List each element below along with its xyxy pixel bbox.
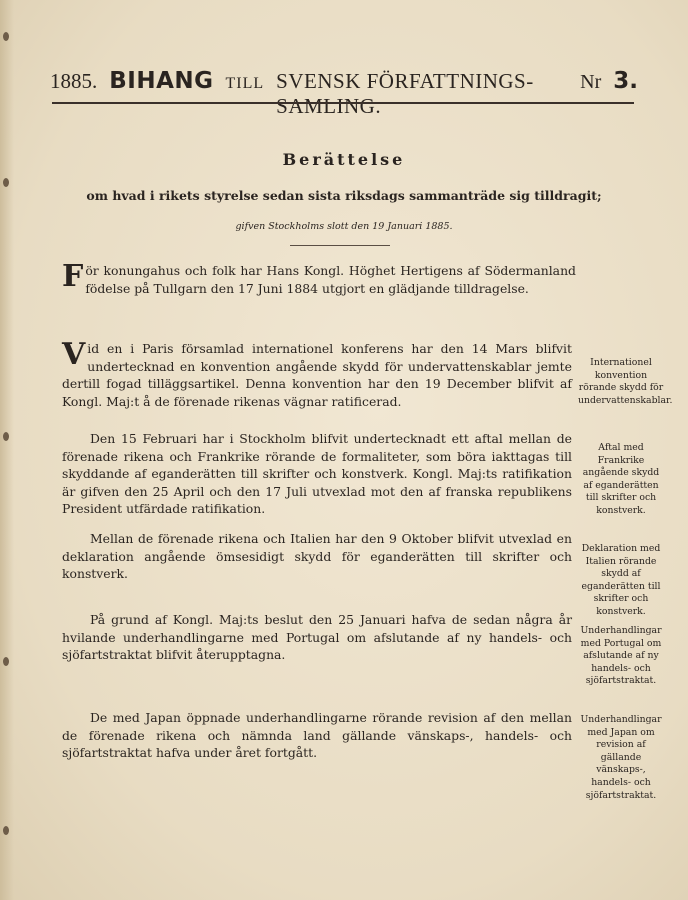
paragraph-text: ör konungahus och folk har Hans Kongl. Höghet Hertigens af Södermanland födelse på Tullgarn den 17 Juni 1884 utgjort en glädjande tilldragelse. bbox=[85, 263, 576, 296]
header-nr: Nr bbox=[580, 71, 602, 93]
header-number: 3. bbox=[613, 68, 638, 94]
margin-note: Deklaration med Italien rörande skydd af eganderätten till skrifter och konstverk. bbox=[581, 543, 661, 617]
binding-hole bbox=[3, 432, 9, 441]
document-subtitle: om hvad i rikets styrelse sedan sista riksdags sammanträde sig tilldragit; bbox=[86, 188, 602, 203]
paragraph-6: De med Japan öppnade underhandlingarne rörande revision af den mellan de förenade rikena och nämnda land gällande vänskaps-, handels- och sjöfartstraktat hafva under året fortgått. bbox=[62, 710, 572, 761]
drop-cap: F bbox=[62, 259, 84, 294]
binding-hole bbox=[3, 826, 9, 835]
paragraph-2 bbox=[62, 337, 572, 410]
binding-hole bbox=[3, 32, 9, 41]
header-till: TILL bbox=[225, 75, 265, 92]
margin-note: Aftal med Frankrike angående skydd af eganderätten till skrifter och konstverk. bbox=[582, 442, 660, 516]
running-header bbox=[50, 68, 638, 119]
header-publication: SVENSK FÖRFATTNINGS-SAMLING. bbox=[276, 69, 534, 118]
document-title: Berättelse bbox=[282, 150, 406, 169]
paragraph-5: På grund af Kongl. Maj:ts beslut den 25 Januari hafva de sedan några år hvilande underhandlingarne med Portugal om afslutande af ny handels- och sjöfartstraktat blifvit återupptagna. bbox=[62, 612, 572, 663]
binding-edge bbox=[0, 0, 14, 900]
divider bbox=[290, 245, 390, 246]
margin-note: Underhandlingar med Japan om revision af gällande vänskaps-, handels- och sjöfartstraktat. bbox=[580, 714, 662, 801]
paragraph-3: Den 15 Februari har i Stockholm blifvit undertecknadt ett aftal mellan de förenade rikena och Frankrike rörande de formaliteter, som böra iakttagas till skyddande af eganderätten till skrifter och konstverk. Kongl. Maj:ts ratifikation är gifven den 25 April och den 17 Juli utvexlad mot den af franska republikens President utfärdade ratifikation. bbox=[62, 431, 572, 517]
dateline: gifven Stockholms slott den 19 Januari 1885. bbox=[235, 221, 453, 232]
paragraph-1 bbox=[62, 259, 576, 297]
drop-cap: V bbox=[62, 337, 86, 372]
margin-note: Internationel konvention rörande skydd för undervattenskablar. bbox=[578, 357, 673, 406]
paragraph-4: Mellan de förenade rikena och Italien har den 9 Oktober blifvit utvexlad en deklaration angående ömsesidigt skydd för eganderätten till skrifter och konstverk. bbox=[62, 531, 572, 582]
margin-note: Underhandlingar med Portugal om afslutande af ny handels- och sjöfartstraktat. bbox=[580, 625, 662, 687]
binding-hole bbox=[3, 178, 9, 187]
paragraph-text: id en i Paris församlad internationel konferens har den 14 Mars blifvit undertecknad en konvention angående skydd för undervattenskablar jemte dertill fogad tilläggsartikel. Denna konvention har den 19 December blifvit af Kongl. Maj:t å de förenade rikenas vägnar ratificerad. bbox=[62, 341, 572, 409]
binding-hole bbox=[3, 657, 9, 666]
header-rule bbox=[52, 102, 634, 104]
header-year: 1885. bbox=[50, 69, 98, 93]
header-bihang: BIHANG bbox=[109, 68, 214, 94]
